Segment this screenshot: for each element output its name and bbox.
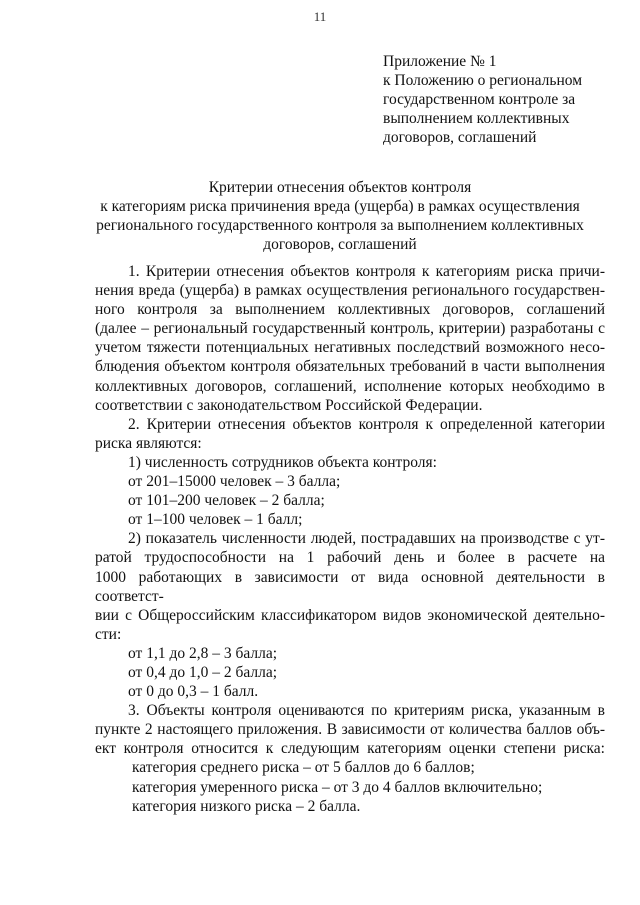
paragraph-2-line: риска являются: [95, 434, 202, 452]
list-item: от 101–200 человек – 2 балла; [128, 492, 325, 510]
appendix-line: к Положению о региональном [383, 72, 583, 89]
paragraph-1-line: учетом тяжести потенциальных негативных последствий возможного несо- [95, 339, 605, 357]
title-line: Критерии отнесения объектов контроля [208, 179, 472, 196]
appendix-line: договоров, соглашений [383, 129, 537, 146]
paragraph-2b-line: 1000 работающих в зависимости от вида основной деятельности в соответст- [95, 568, 605, 605]
list-item: от 0 до 0,3 – 1 балл. [128, 683, 259, 701]
list-item: от 1,1 до 2,8 – 3 балла; [128, 644, 278, 662]
title-line: договоров, соглашений [263, 236, 417, 253]
paragraph-1-line: 1. Критерии отнесения объектов контроля к категориям риска причи- [128, 263, 605, 280]
paragraph-2b-line: 2) показатель численности людей, пострадавших на производстве с ут- [128, 530, 605, 548]
document-title [70, 178, 610, 254]
paragraph-2b-line: сти: [95, 625, 122, 643]
title-line: к категориям риска причинения вреда (ущерба) в рамках осуществления [100, 198, 580, 215]
paragraph-1-line: соответствии с законодательством Российской Федерации. [95, 396, 483, 414]
paragraph-1-line: блюдения объектом контроля обязательных требований в части выполнения [95, 358, 605, 376]
page-number: 11 [313, 9, 327, 24]
paragraph-1-line: коллективных договоров, соглашений, исполнение которых необходимо в [95, 377, 605, 395]
paragraph-3-line: 3. Объекты контроля оцениваются по критериям риска, указанным в [128, 702, 605, 720]
document-body [95, 262, 605, 816]
paragraph-1-line: (далее – региональный государственный контроль, критерии) разработаны с [95, 320, 605, 338]
paragraph-3-line: ект контроля относится к следующим категориям оценки степени риска: [95, 740, 605, 758]
paragraph-1-line: нения вреда (ущерба) в рамках осуществления регионального государствен- [95, 282, 605, 300]
paragraph-2-line: 2. Критерии отнесения объектов контроля к определенной категории [128, 415, 605, 433]
paragraph-3-line: пункте 2 настоящего приложения. В зависимости от количества баллов объ- [95, 721, 605, 739]
appendix-line: выполнением коллективных [383, 110, 570, 127]
list-item: 1) численность сотрудников объекта контроля: [128, 453, 437, 471]
appendix-header [383, 52, 623, 147]
paragraph-2b-line: ратой трудоспособности на 1 рабочий день и более в расчете на [95, 549, 605, 567]
paragraph-2b-line: вии с Общероссийским классификатором видов экономической деятельно- [95, 606, 605, 624]
paragraph-1-line: ного контроля за выполнением коллективных договоров, соглашений [95, 301, 605, 319]
appendix-line: государственном контроле за [383, 91, 576, 108]
list-item: от 201–15000 человек – 3 балла; [128, 473, 341, 491]
list-item: категория умеренного риска – от 3 до 4 баллов включительно; [132, 778, 543, 796]
list-item: от 1–100 человек – 1 балл; [128, 511, 303, 529]
title-line: регионального государственного контроля за выполнением коллективных [96, 217, 584, 234]
list-item: от 0,4 до 1,0 – 2 балла; [128, 663, 278, 681]
list-item: категория низкого риска – 2 балла. [132, 797, 361, 815]
list-item: категория среднего риска – от 5 баллов до 6 баллов; [132, 759, 475, 777]
appendix-line: Приложение № 1 [383, 53, 497, 70]
